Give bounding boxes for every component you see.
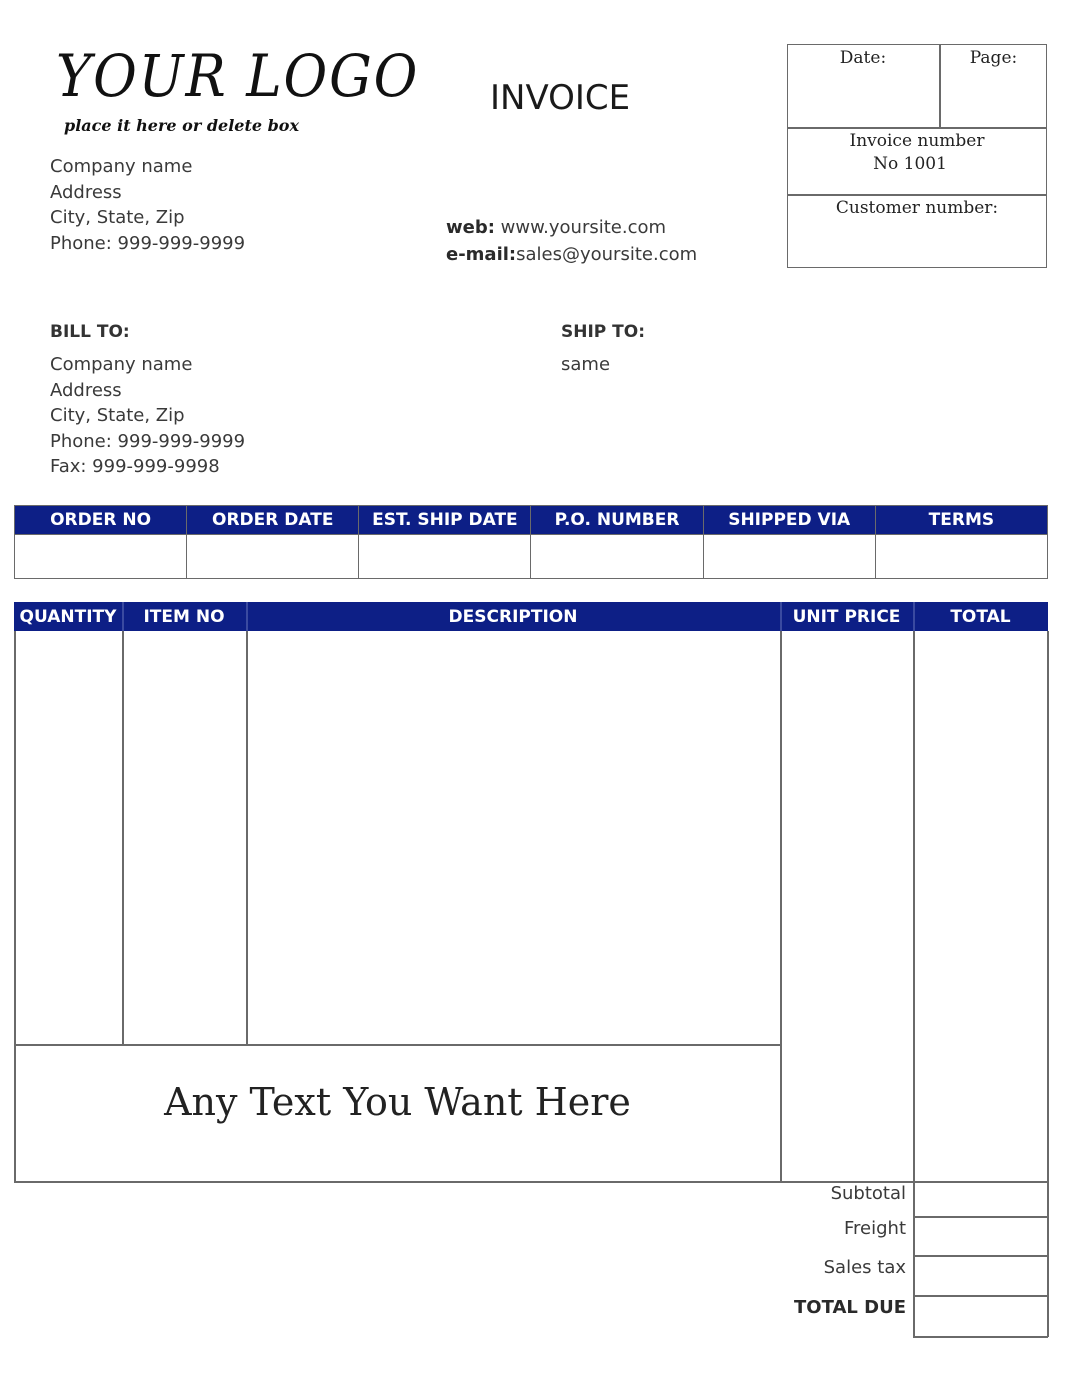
summary-line xyxy=(913,1336,1048,1338)
sales-tax-value-cell[interactable] xyxy=(915,1257,1046,1294)
bill-to-fax: Fax: 999-999-9998 xyxy=(50,456,220,477)
order-header-order-no: ORDER NO xyxy=(15,506,187,535)
sales-tax-label: Sales tax xyxy=(823,1257,906,1278)
total-due-value-cell[interactable] xyxy=(915,1297,1046,1335)
subtotal-label: Subtotal xyxy=(830,1183,906,1204)
note-text: Any Text You Want Here xyxy=(164,1080,631,1124)
shipped-via-cell[interactable] xyxy=(703,535,875,579)
invoice-number-label: Invoice number xyxy=(849,131,985,151)
order-header-shipped-via: SHIPPED VIA xyxy=(703,506,875,535)
bill-to-city: City, State, Zip xyxy=(50,405,185,426)
header-separator xyxy=(913,602,915,631)
logo-text: YOUR LOGO xyxy=(56,42,420,110)
info-box-divider xyxy=(787,194,1047,196)
order-header-terms: TERMS xyxy=(875,506,1047,535)
summary-border-right xyxy=(1047,1181,1049,1337)
order-table xyxy=(14,505,1048,579)
freight-value-cell[interactable] xyxy=(915,1218,1046,1254)
invoice-title: INVOICE xyxy=(490,78,631,118)
item-no-cell[interactable] xyxy=(124,632,245,1043)
sender-city: City, State, Zip xyxy=(50,207,185,228)
sender-address-line: Address xyxy=(50,181,122,203)
items-header-unit-price: UNIT PRICE xyxy=(792,607,901,627)
email-value: sales@yoursite.com xyxy=(516,244,698,265)
order-header-est-ship-date: EST. SHIP DATE xyxy=(359,506,531,535)
est-ship-date-cell[interactable] xyxy=(359,535,531,579)
web-label: web: xyxy=(446,217,495,238)
date-label: Date: xyxy=(839,48,887,68)
header-separator xyxy=(780,602,782,631)
unit-price-cell[interactable] xyxy=(782,632,912,1180)
page-label: Page: xyxy=(969,48,1018,68)
order-date-cell[interactable] xyxy=(187,535,359,579)
order-no-cell[interactable] xyxy=(15,535,187,579)
web-line xyxy=(446,217,666,238)
items-header-item-no: ITEM NO xyxy=(143,607,225,627)
order-header-row xyxy=(15,506,1048,535)
terms-cell[interactable] xyxy=(875,535,1047,579)
email-line xyxy=(446,244,697,265)
header-separator xyxy=(122,602,124,631)
bill-to-company: Company name xyxy=(50,354,193,375)
items-border-right xyxy=(1047,631,1049,1182)
customer-number-label: Customer number: xyxy=(835,198,999,218)
sender-company: Company name xyxy=(50,156,193,177)
bill-to-address xyxy=(50,352,245,480)
order-value-row xyxy=(15,535,1048,579)
quantity-cell[interactable] xyxy=(16,632,121,1043)
items-header-description: DESCRIPTION xyxy=(448,607,578,627)
web-value: www.yoursite.com xyxy=(500,217,667,238)
items-body-bottom xyxy=(14,1044,781,1046)
bill-to-label: BILL TO: xyxy=(50,322,130,342)
header-separator xyxy=(246,602,248,631)
freight-label: Freight xyxy=(843,1218,906,1239)
total-due-label: TOTAL DUE xyxy=(794,1297,906,1318)
logo-subtitle: place it here or delete box xyxy=(64,116,299,135)
info-box-divider xyxy=(787,127,1047,129)
ship-to-label: SHIP TO: xyxy=(561,322,646,342)
subtotal-value-cell[interactable] xyxy=(915,1183,1046,1215)
sender-phone: Phone: 999-999-9999 xyxy=(50,232,246,254)
items-header-total: TOTAL xyxy=(950,607,1011,627)
total-cell[interactable] xyxy=(915,632,1046,1180)
description-cell[interactable] xyxy=(248,632,779,1043)
invoice-number-value: No 1001 xyxy=(873,154,947,174)
order-header-po-number: P.O. NUMBER xyxy=(531,506,703,535)
email-label: e-mail: xyxy=(446,244,517,265)
sender-address xyxy=(50,154,245,256)
po-number-cell[interactable] xyxy=(531,535,703,579)
bill-to-address-line: Address xyxy=(50,379,122,401)
order-header-order-date: ORDER DATE xyxy=(187,506,359,535)
ship-to-value: same xyxy=(561,354,611,375)
bill-to-phone: Phone: 999-999-9999 xyxy=(50,430,246,452)
items-header-quantity: QUANTITY xyxy=(19,607,117,627)
